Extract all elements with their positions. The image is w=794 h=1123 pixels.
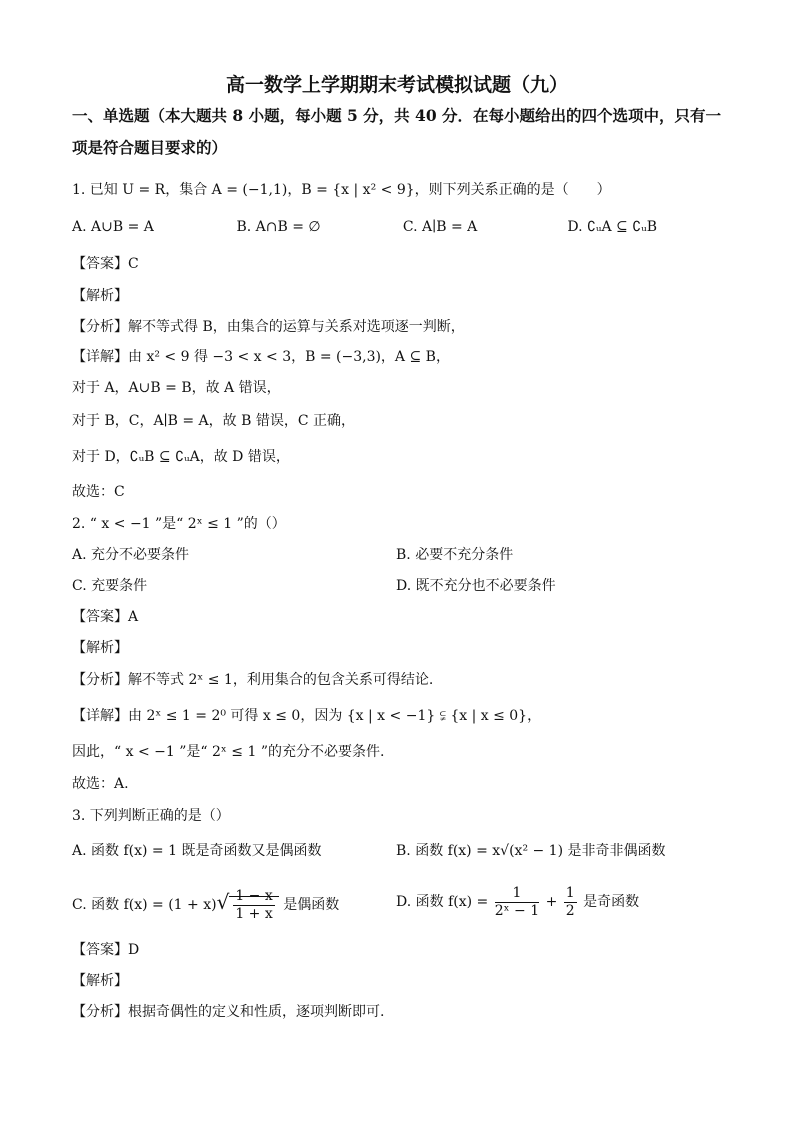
q1-option-c: C. A∣B = A [402,219,478,235]
q3-option-a: A. 函数 f(x) = 1 既是奇函数又是偶函数 [72,843,322,859]
q2-option-d: D. 既不充分也不必要条件 [396,578,556,594]
q3-option-d-suffix: 是奇函数 [583,894,640,910]
q3-option-b: B. 函数 f(x) = x√(x² − 1) 是非奇非偶函数 [396,843,666,859]
q3-option-c-numerator: 1 − x [235,887,273,904]
q2-option-a: A. 充分不必要条件 [72,547,190,563]
q3-option-d-frac1-den: 2ˣ − 1 [494,902,540,919]
q1-jiexi: 【解析】 [72,288,128,304]
q2-choice: 故选：A. [72,776,129,792]
q2-jiexi: 【解析】 [72,640,128,656]
q1-for-d: 对于 D，∁ᵤB ⊆ ∁ᵤA，故 D 错误， [72,449,290,465]
q3-option-d-frac2-num: 1 [565,884,575,901]
q1-for-a: 对于 A，A∪B = B，故 A 错误， [72,380,281,396]
q3-option-d-prefix: D. 函数 f(x) = [396,894,489,910]
q1-option-b: B. A∩B = ∅ [236,219,321,235]
q3-stem: 3. 下列判断正确的是（） [72,808,230,824]
q3-option-c-suffix: 是偶函数 [283,897,340,913]
q1-options [72,217,657,237]
q2-option-c: C. 充要条件 [72,578,148,594]
q1-option-d: D. ∁ᵤA ⊆ ∁ᵤB [567,219,657,235]
q1-choice: 故选：C [72,484,125,500]
q2-therefore: 因此，“ x < −1 ”是“ 2ˣ ≤ 1 ”的充分不必要条件. [72,744,385,760]
q3-fenxi: 【分析】根据奇偶性的定义和性质，逐项判断即可. [72,1004,385,1020]
q3-option-d-plus: + [545,894,558,910]
q1-fenxi: 【分析】解不等式得 B，由集合的运算与关系对选项逐一判断， [72,319,465,335]
q1-answer: 【答案】C [72,256,139,272]
q1-option-a: A. A∪B = A [72,219,154,235]
q2-stem: 2. “ x < −1 ”是“ 2ˣ ≤ 1 ”的（） [72,516,286,532]
q3-option-c: C. 函数 f(x) = (1 + x)√ $\frac{1 - x}{1 + x}$ 是偶函数 [72,887,340,922]
q3-answer: 【答案】D [72,942,140,958]
q3-option-c-denominator: 1 + x [235,905,273,922]
q3-jiexi: 【解析】 [72,973,128,989]
q3-option-d-frac2-den: 2 [565,902,575,919]
q2-fenxi: 【分析】解不等式 2ˣ ≤ 1，利用集合的包含关系可得结论. [72,672,434,688]
q2-answer: 【答案】A [72,609,139,625]
q1-xiangjie: 【详解】由 x² < 9 得 −3 < x < 3，B = (−3,3)，A ⊆ B， [72,349,450,365]
page-title: 高一数学上学期期末考试模拟试题（九） [225,74,568,96]
q2-option-b: B. 必要不充分条件 [396,547,514,563]
q1-for-bc: 对于 B，C，A∣B = A，故 B 错误，C 正确， [72,413,356,429]
q3-option-c-sqrt [229,887,278,922]
q2-xiangjie: 【详解】由 2ˣ ≤ 1 = 2⁰ 可得 x ≤ 0，因为 {x | x < −1} ⫋ {x | x ≤ 0}， [72,708,542,724]
section-heading-line1: 一、单选题（本大题共 8 小题，每小题 5 分，共 40 分．在每小题给出的四个选项中，只有一 [72,106,722,125]
q3-option-d [396,884,639,920]
q1-stem: 1. 已知 U = R，集合 A = (−1,1)，B = {x | x² < 9}，则下列关系正确的是（ ） [72,182,611,198]
q3-option-c-prefix: C. 函数 f(x) = (1 + x) [72,897,217,913]
section-heading-line2: 项是符合题目要求的） [72,138,228,157]
q3-option-d-frac1-num: 1 [495,885,539,903]
